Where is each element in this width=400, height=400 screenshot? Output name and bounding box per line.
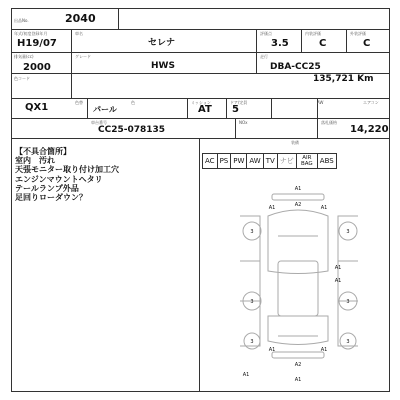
chassis-value: CC25-078135 bbox=[98, 125, 166, 135]
aircon-label: エアコン bbox=[363, 100, 379, 105]
equip-pw: PW bbox=[231, 154, 247, 168]
chassis-label: 車台番号 bbox=[91, 120, 107, 125]
aw-label: AW bbox=[317, 100, 324, 105]
equip-ps: PS bbox=[218, 154, 232, 168]
repaint-label: 色替 bbox=[75, 100, 83, 105]
equip-aw: AW bbox=[247, 154, 263, 168]
year-value: H19/07 bbox=[17, 38, 57, 49]
rule-lot-split bbox=[118, 8, 119, 29]
damage-mark: A2 bbox=[294, 202, 302, 208]
rule-col-d bbox=[346, 29, 347, 52]
rule-4 bbox=[11, 98, 390, 99]
note-line: テールランプ外品 bbox=[15, 183, 79, 193]
rear-shape bbox=[268, 316, 328, 345]
equipment-label: 装備 bbox=[291, 140, 299, 145]
left-side-shape bbox=[240, 216, 260, 346]
exterior-value: C bbox=[363, 38, 371, 49]
damage-mark: A1 bbox=[242, 372, 250, 378]
model-value: DBA-CC25 bbox=[270, 62, 321, 72]
interior-value: C bbox=[319, 38, 327, 49]
transmission-value: AT bbox=[198, 104, 212, 115]
color-label: 色 bbox=[131, 100, 135, 105]
lot-number: 2040 bbox=[65, 12, 96, 25]
price-value: 14,220 bbox=[350, 124, 389, 135]
hood-shape bbox=[268, 210, 328, 274]
rear-bumper-shape bbox=[272, 352, 324, 358]
score-label: 評価点 bbox=[260, 31, 272, 36]
equipment-strip bbox=[202, 153, 337, 169]
rule-1 bbox=[11, 29, 390, 30]
rule-r4-a bbox=[235, 118, 236, 138]
rule-r3-b bbox=[187, 98, 188, 118]
auction-sheet bbox=[11, 8, 390, 392]
rule-top bbox=[11, 8, 390, 9]
rule-notes-split bbox=[199, 138, 200, 391]
damage-mark: 3 bbox=[250, 229, 254, 235]
damage-mark: A1 bbox=[268, 205, 276, 211]
car-damage-diagram bbox=[210, 176, 390, 386]
rule-left bbox=[11, 8, 12, 392]
mileage-value: 135,721 Km bbox=[313, 74, 374, 84]
rule-6 bbox=[11, 138, 390, 139]
transmission-label: ミッション bbox=[191, 100, 211, 105]
grade-value: HWS bbox=[151, 61, 175, 71]
equip-tv: TV bbox=[264, 154, 278, 168]
displacement-value: 2000 bbox=[23, 62, 51, 73]
name-label: 車名 bbox=[75, 31, 83, 36]
damage-mark: A1 bbox=[334, 265, 342, 271]
doors-value: 5 bbox=[232, 104, 239, 115]
damage-mark: 3 bbox=[346, 299, 350, 305]
rule-2 bbox=[11, 52, 390, 53]
damage-mark: 3 bbox=[250, 339, 254, 345]
damage-mark: A1 bbox=[334, 278, 342, 284]
year-label: 年式/初度登録年月 bbox=[14, 31, 48, 36]
name-value: セレナ bbox=[148, 38, 176, 48]
front-bumper-shape bbox=[272, 194, 324, 200]
rule-col-a bbox=[71, 29, 72, 98]
color-value: パール bbox=[93, 105, 117, 114]
damage-mark: A2 bbox=[294, 362, 302, 368]
score-value: 3.5 bbox=[271, 38, 289, 49]
note-line: 【不具合箇所】 bbox=[15, 147, 71, 156]
color-code-value: QX1 bbox=[25, 102, 49, 113]
equip-airbag: AIR BAG bbox=[297, 154, 318, 168]
rule-col-b bbox=[256, 29, 257, 73]
price-label: 落札価格 bbox=[321, 120, 337, 125]
equip-navi: ナビ bbox=[278, 154, 297, 168]
defect-notes bbox=[15, 147, 195, 202]
damage-mark: A1 bbox=[268, 347, 276, 353]
damage-mark: 3 bbox=[250, 299, 254, 305]
damage-mark: 3 bbox=[346, 229, 350, 235]
nox-label: NOx bbox=[239, 120, 248, 125]
grade-label: グレード bbox=[75, 54, 91, 59]
rule-r4-b bbox=[317, 118, 318, 138]
note-line: 足回りローダウン？ bbox=[15, 193, 87, 203]
damage-mark: A1 bbox=[320, 205, 328, 211]
damage-mark: A1 bbox=[294, 186, 302, 192]
damage-mark: A1 bbox=[294, 377, 302, 383]
mileage-label: 走行 bbox=[260, 54, 268, 59]
displacement-label: 排気量(cc) bbox=[14, 54, 34, 59]
note-line: 室内 汚れ bbox=[15, 156, 55, 166]
color-code-label: 色コード bbox=[14, 76, 30, 81]
rule-bottom bbox=[11, 391, 390, 392]
equip-abs: ABS bbox=[319, 157, 334, 165]
rule-r3-d bbox=[271, 98, 272, 118]
interior-label: 内装評価 bbox=[305, 31, 321, 36]
doors-label: ドア/定員 bbox=[230, 100, 248, 105]
damage-mark: 3 bbox=[346, 339, 350, 345]
rule-r3-c bbox=[226, 98, 227, 118]
rule-5 bbox=[11, 118, 390, 119]
lot-label: 出品No. bbox=[14, 18, 29, 23]
note-line: エンジンマウントヘタリ bbox=[15, 174, 103, 184]
exterior-label: 外装評価 bbox=[350, 31, 366, 36]
note-line: 天張モニター取り付け加工穴 bbox=[15, 165, 119, 175]
roof-shape bbox=[278, 261, 318, 316]
equip-ac: AC bbox=[203, 154, 218, 168]
damage-mark: A1 bbox=[320, 347, 328, 353]
rule-r3-a bbox=[87, 98, 88, 118]
rule-col-c bbox=[301, 29, 302, 52]
